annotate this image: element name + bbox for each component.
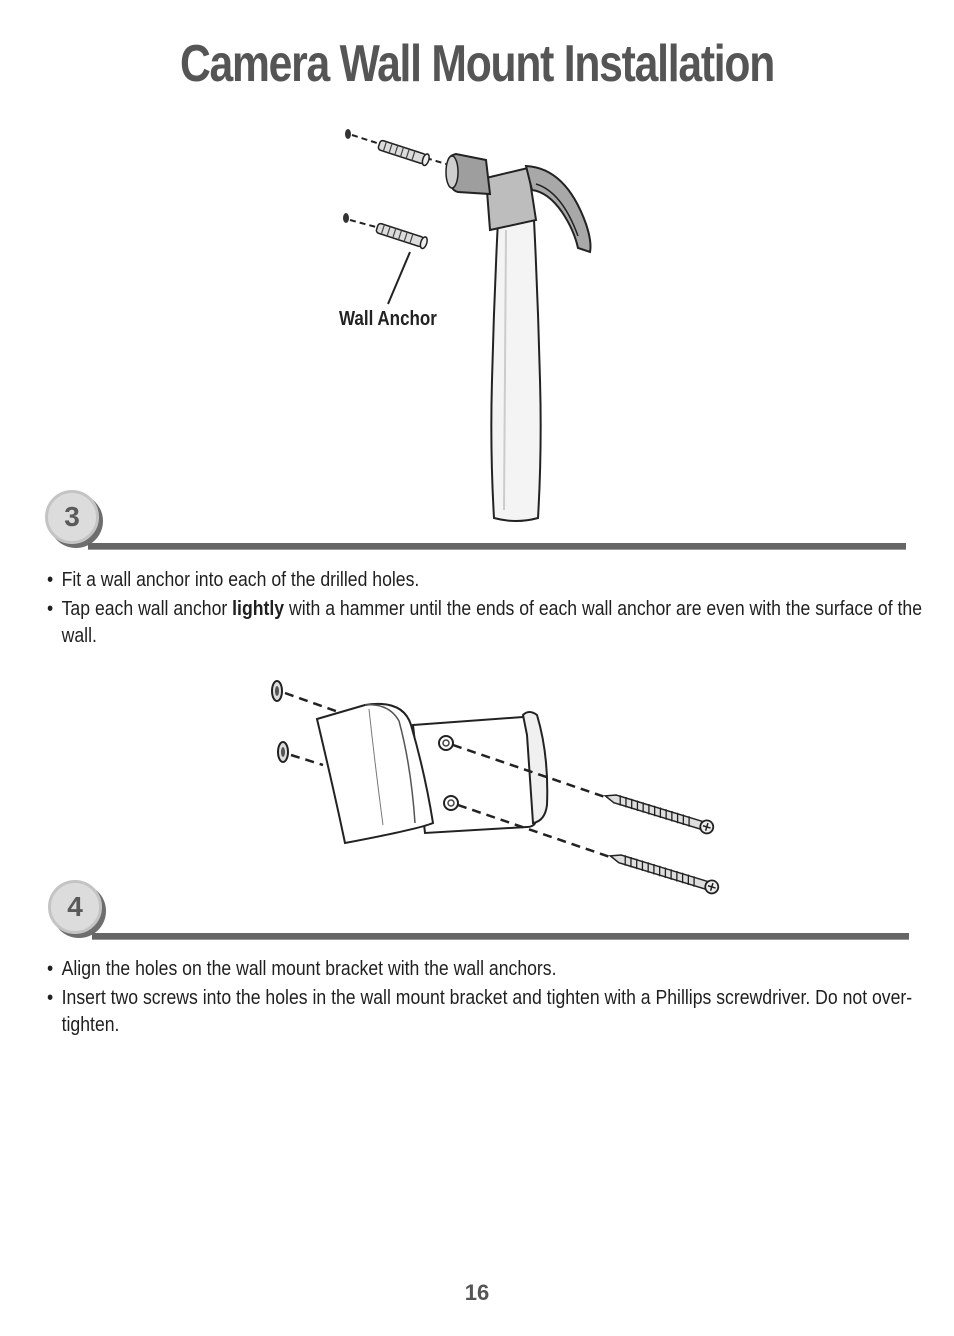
wall-hole-lower: [343, 213, 349, 223]
wall-anchor-head-upper: [272, 681, 282, 701]
wall-hole-upper: [345, 129, 351, 139]
hammer-icon: [446, 154, 591, 521]
wall-anchor-lower: [375, 222, 428, 249]
step-3-number: 3: [64, 501, 80, 532]
wall-anchor-upper: [377, 139, 430, 166]
step-3-bullet-2: • Tap each wall anchor lightly with a hammer until the ends of each wall anchor are even with the surface of the wall.: [47, 595, 930, 649]
step-4-bullet-1: • Align the holes on the wall mount bracket with the wall anchors.: [47, 955, 930, 982]
wall-anchor-label: Wall Anchor: [339, 308, 437, 330]
wall-anchor-head-lower: [278, 742, 288, 762]
step-3-bullet-1: • Fit a wall anchor into each of the drilled holes.: [47, 566, 930, 593]
page-number: 16: [464, 1280, 490, 1305]
step-4-number: 4: [67, 891, 83, 922]
step-3-instructions: [47, 566, 923, 651]
screw-lower: [609, 850, 720, 895]
step-4-divider: [92, 933, 909, 939]
step-4-bullet-2: • Insert two screws into the holes in the wall mount bracket and tighten with a Phillips screwdriver. Do not over-tighten.: [47, 984, 930, 1038]
step-4-instructions: [47, 955, 917, 1040]
bracket-screws-illustration: [265, 675, 735, 905]
screw-upper: [604, 790, 715, 835]
wall-mount-bracket: [317, 704, 547, 843]
step-3-badge: [45, 490, 99, 544]
step-4-badge: [48, 880, 102, 934]
step-3-divider: [88, 543, 906, 549]
page-title: Camera Wall Mount Installation: [179, 35, 775, 93]
